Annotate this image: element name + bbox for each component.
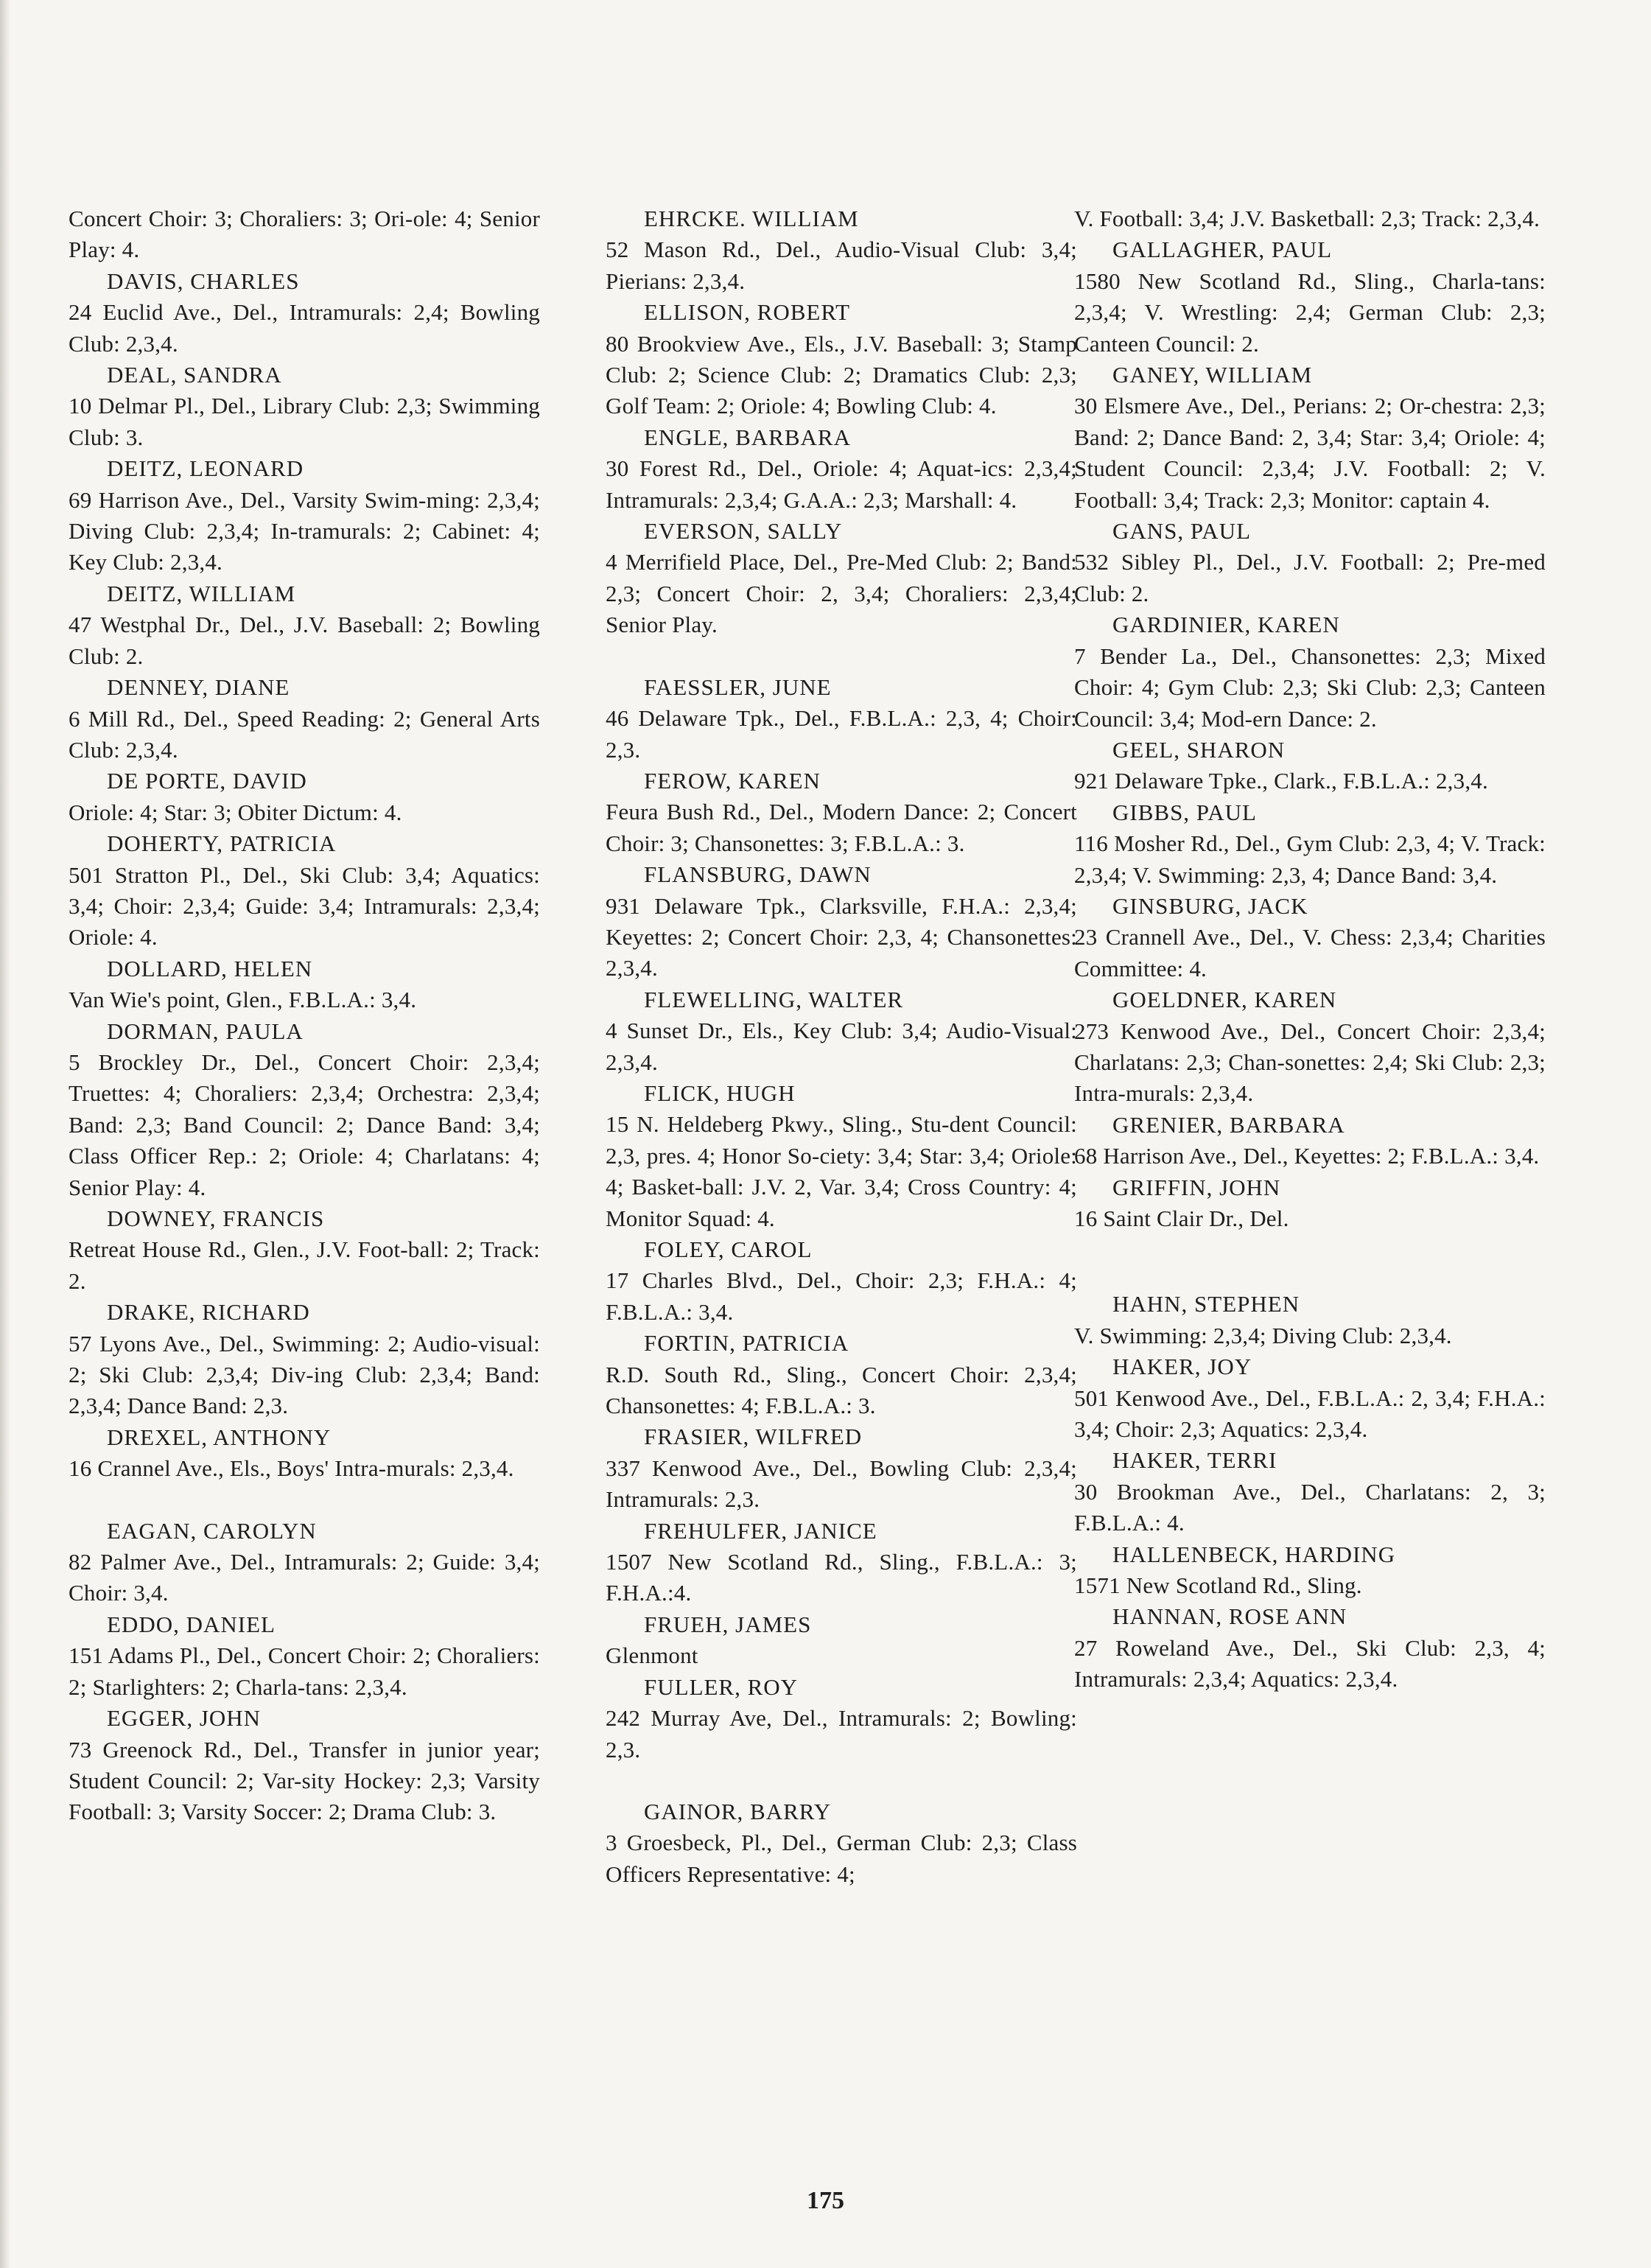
- entry-hannan-rose-ann: [1074, 1601, 1546, 1695]
- entry-hallenbeck-harding: [1074, 1539, 1546, 1602]
- entry-name: GEEL, SHARON: [1112, 736, 1286, 763]
- entry-name: DEAL, SANDRA: [107, 362, 282, 388]
- entry-eagan-carolyn: [69, 1516, 540, 1609]
- entry-detail: 27 Roweland Ave., Del., Ski Club: 2,3, 4; Intramurals: 2,3,4; Aquatics: 2,3,4.: [1074, 1634, 1546, 1693]
- entry-detail: 15 N. Heldeberg Pkwy., Sling., Stu-dent Council: 2,3, pres. 4; Honor So-ciety: 3,4; Star: 3,4; Oriole: 4; Basket-ball: J.V. 2, Var. 3,4; Cross Country: 4; Monitor Squad: 4.: [606, 1111, 1077, 1231]
- entry-detail: Retreat House Rd., Glen., J.V. Foot-ball: 2; Track: 2.: [69, 1236, 540, 1294]
- entry-detail: 52 Mason Rd., Del., Audio-Visual Club: 3,4; Pierians: 2,3,4.: [606, 237, 1077, 294]
- entry-name: FREHULFER, JANICE: [644, 1517, 877, 1544]
- entry-hahn-stephen: [1074, 1289, 1546, 1351]
- entry-detail: Oriole: 4; Star: 3; Obiter Dictum: 4.: [69, 799, 402, 825]
- entry-detail: 24 Euclid Ave., Del., Intramurals: 2,4; Bowling Club: 2,3,4.: [69, 299, 540, 357]
- entry-detail: 7 Bender La., Del., Chansonettes: 2,3; Mixed Choir: 4; Gym Club: 2,3; Ski Club: 2,3; Canteen Council: 3,4; Mod-ern Dance: 2.: [1074, 643, 1546, 732]
- entry-deitz-leonard: [69, 453, 540, 578]
- entry-continued: [1074, 203, 1546, 234]
- entry-deitz-william: [69, 578, 540, 672]
- entry-frasier-wilfred: [606, 1421, 1077, 1515]
- entry-name: GANEY, WILLIAM: [1112, 362, 1313, 388]
- entry-detail: 273 Kenwood Ave., Del., Concert Choir: 2,3,4; Charlatans: 2,3; Chan-sonettes: 2,4; Ski Club: 2,3; Intra-murals: 2,3,4.: [1074, 1018, 1546, 1107]
- entry-detail: 30 Forest Rd., Del., Oriole: 4; Aquat-ics: 2,3,4; Intramurals: 2,3,4; G.A.A.: 2,3; Marshall: 4.: [606, 455, 1077, 513]
- entry-name: DOLLARD, HELEN: [107, 955, 313, 981]
- entry-detail: Glenmont: [606, 1642, 698, 1669]
- entry-everson-sally: [606, 516, 1077, 641]
- entry-foley-carol: [606, 1234, 1077, 1328]
- entry-detail: 10 Delmar Pl., Del., Library Club: 2,3; Swimming Club: 3.: [69, 393, 540, 450]
- entry-ferow-karen: [606, 766, 1077, 859]
- entry-name: FEROW, KAREN: [644, 767, 821, 794]
- entry-detail: R.D. South Rd., Sling., Concert Choir: 2,3,4; Chansonettes: 4; F.B.L.A.: 3.: [606, 1361, 1077, 1419]
- entry-detail: 116 Mosher Rd., Del., Gym Club: 2,3, 4; V. Track: 2,3,4; V. Swimming: 2,3, 4; Dance Band: 3,4.: [1074, 830, 1546, 888]
- entry-name: GRIFFIN, JOHN: [1112, 1174, 1281, 1200]
- entry-drake-richard: [69, 1297, 540, 1422]
- entry-detail: 151 Adams Pl., Del., Concert Choir: 2; Choraliers: 2; Starlighters: 2; Charla-tans: 2,3,4.: [69, 1642, 540, 1700]
- entry-name: HAKER, TERRI: [1112, 1447, 1277, 1474]
- entry-detail: 3 Groesbeck, Pl., Del., German Club: 2,3; Class Officers Representative: 4;: [606, 1830, 1077, 1887]
- entry-detail: 46 Delaware Tpk., Del., F.B.L.A.: 2,3, 4; Choir: 2,3.: [606, 705, 1077, 763]
- entry-detail: 68 Harrison Ave., Del., Keyettes: 2; F.B.L.A.: 3,4.: [1074, 1143, 1540, 1169]
- directory-column-3: [1074, 203, 1546, 1695]
- entry-gallagher-paul: [1074, 234, 1546, 360]
- entry-frehulfer-janice: [606, 1516, 1077, 1609]
- entry-name: FOLEY, CAROL: [644, 1236, 813, 1262]
- entry-detail: 4 Merrifield Place, Del., Pre-Med Club: 2; Band: 2,3; Concert Choir: 2, 3,4; Choraliers: 2,3,4; Senior Play.: [606, 549, 1077, 638]
- entry-name: ENGLE, BARBARA: [644, 424, 851, 450]
- page-number: 175: [807, 2187, 844, 2214]
- entry-engle-barbara: [606, 422, 1077, 516]
- entry-egger-john: [69, 1703, 540, 1828]
- entry-detail: 1571 New Scotland Rd., Sling.: [1074, 1572, 1362, 1599]
- entry-detail: 242 Murray Ave, Del., Intramurals: 2; Bowling: 2,3.: [606, 1705, 1077, 1763]
- entry-name: GAINOR, BARRY: [644, 1798, 832, 1824]
- entry-fortin-patricia: [606, 1328, 1077, 1421]
- entry-name: DENNEY, DIANE: [107, 674, 290, 701]
- entry-detail: 1507 New Scotland Rd., Sling., F.B.L.A.: 3; F.H.A.:4.: [606, 1549, 1077, 1606]
- entry-name: DREXEL, ANTHONY: [107, 1424, 332, 1450]
- entry-name: HAHN, STEPHEN: [1112, 1291, 1300, 1317]
- entry-name: FLANSBURG, DAWN: [644, 861, 872, 888]
- entry-haker-terri: [1074, 1445, 1546, 1539]
- entry-name: HANNAN, ROSE ANN: [1112, 1603, 1347, 1630]
- entry-detail: 30 Elsmere Ave., Del., Perians: 2; Or-chestra: 2,3; Band: 2; Dance Band: 2, 3,4; Star: 3,4; Oriole: 4; Student Council: 2,3,4; J.V. Football: 2; V. Football: 3,4; Track: 2,3; Monitor: captain 4.: [1074, 393, 1546, 513]
- page-binding-edge: [0, 0, 10, 2268]
- entry-detail: 5 Brockley Dr., Del., Concert Choir: 2,3,4; Truettes: 4; Choraliers: 2,3,4; Orchestra: 2,3,4; Band: 2,3; Band Council: 2; Dance Band: 3,4; Class Officer Rep.: 2; Oriole: 4; Charlatans: 4; Senior Play: 4.: [69, 1049, 540, 1200]
- letter-section-gap: [606, 1765, 1077, 1796]
- entry-name: DOHERTY, PATRICIA: [107, 830, 337, 857]
- entry-detail: 17 Charles Blvd., Del., Choir: 2,3; F.H.A.: 4; F.B.L.A.: 3,4.: [606, 1267, 1077, 1325]
- entry-detail: Concert Choir: 3; Choraliers: 3; Ori-ole: 4; Senior Play: 4.: [69, 206, 540, 263]
- entry-name: EDDO, DANIEL: [107, 1611, 276, 1637]
- entry-ginsburg-jack: [1074, 891, 1546, 984]
- entry-name: EAGAN, CAROLYN: [107, 1517, 317, 1544]
- directory-column-1: [69, 203, 540, 1828]
- entry-gans-paul: [1074, 516, 1546, 609]
- entry-detail: 23 Crannell Ave., Del., V. Chess: 2,3,4; Charities Committee: 4.: [1074, 924, 1546, 981]
- entry-detail: 16 Crannel Ave., Els., Boys' Intra-murals: 2,3,4.: [69, 1455, 514, 1482]
- entry-name: GARDINIER, KAREN: [1112, 612, 1340, 638]
- entry-downey-francis: [69, 1203, 540, 1297]
- entry-detail: 30 Brookman Ave., Del., Charlatans: 2, 3; F.B.L.A.: 4.: [1074, 1478, 1546, 1536]
- entry-ellison-robert: [606, 297, 1077, 422]
- letter-section-gap: [69, 1485, 540, 1516]
- entry-gardinier-karen: [1074, 609, 1546, 735]
- entry-frueh-james: [606, 1609, 1077, 1672]
- entry-gibbs-paul: [1074, 797, 1546, 891]
- entry-name: GANS, PAUL: [1112, 518, 1252, 545]
- entry-doherty-patricia: [69, 828, 540, 953]
- entry-flick-hugh: [606, 1078, 1077, 1234]
- entry-name: FULLER, ROY: [644, 1673, 799, 1700]
- entry-haker-joy: [1074, 1351, 1546, 1445]
- entry-detail: 73 Greenock Rd., Del., Transfer in junior year; Student Council: 2; Var-sity Hockey: 2,3; Varsity Football: 3; Varsity Soccer: 2; Drama Club: 3.: [69, 1736, 540, 1825]
- entry-name: GOELDNER, KAREN: [1112, 987, 1337, 1013]
- entry-detail: 337 Kenwood Ave., Del., Bowling Club: 2,3,4; Intramurals: 2,3.: [606, 1455, 1077, 1513]
- entry-grenier-barbara: [1074, 1110, 1546, 1172]
- entry-name: DAVIS, CHARLES: [107, 267, 300, 294]
- entry-ehrcke-william: [606, 203, 1077, 297]
- entry-de-porte-david: [69, 766, 540, 828]
- entry-detail: 931 Delaware Tpk., Clarksville, F.H.A.: 2,3,4; Keyettes: 2; Concert Choir: 2,3, 4; Chansonettes: 2,3,4.: [606, 892, 1077, 981]
- entry-goeldner-karen: [1074, 984, 1546, 1110]
- letter-section-gap: [1074, 1234, 1546, 1265]
- entry-davis-charles: [69, 266, 540, 360]
- entry-name: FLEWELLING, WALTER: [644, 986, 904, 1012]
- entry-eddo-daniel: [69, 1609, 540, 1703]
- entry-name: GIBBS, PAUL: [1112, 799, 1257, 825]
- entry-name: FAESSLER, JUNE: [644, 673, 832, 700]
- entry-fuller-roy: [606, 1672, 1077, 1765]
- entry-name: FRUEH, JAMES: [644, 1611, 812, 1637]
- entry-gainor-barry: [606, 1796, 1077, 1890]
- entry-name: GRENIER, BARBARA: [1112, 1111, 1345, 1138]
- entry-name: HALLENBECK, HARDING: [1112, 1541, 1396, 1567]
- entry-ganey-william: [1074, 360, 1546, 516]
- letter-section-gap: [1074, 1265, 1546, 1289]
- entry-name: DE PORTE, DAVID: [107, 768, 307, 794]
- entry-detail: 82 Palmer Ave., Del., Intramurals: 2; Guide: 3,4; Choir: 3,4.: [69, 1549, 540, 1606]
- entry-name: DEITZ, WILLIAM: [107, 580, 296, 606]
- entry-name: EGGER, JOHN: [107, 1705, 262, 1732]
- entry-name: HAKER, JOY: [1112, 1354, 1252, 1380]
- entry-name: ELLISON, ROBERT: [644, 299, 851, 326]
- entry-continued: [69, 203, 540, 266]
- entry-name: DORMAN, PAULA: [107, 1018, 304, 1044]
- entry-detail: 80 Brookview Ave., Els., J.V. Baseball: 3; Stamp Club: 2; Science Club: 2; Dramatics Club: 2,3; Golf Team: 2; Oriole: 4; Bowling Club: 4.: [606, 330, 1077, 419]
- entry-geel-sharon: [1074, 735, 1546, 797]
- entry-dorman-paula: [69, 1016, 540, 1203]
- entry-griffin-john: [1074, 1172, 1546, 1235]
- entry-faessler-june: [606, 672, 1077, 766]
- entry-name: FRASIER, WILFRED: [644, 1424, 863, 1450]
- entry-detail: 6 Mill Rd., Del., Speed Reading: 2; General Arts Club: 2,3,4.: [69, 705, 540, 763]
- entry-name: FLICK, HUGH: [644, 1079, 796, 1106]
- entry-name: DRAKE, RICHARD: [107, 1299, 310, 1326]
- directory-column-2: [606, 203, 1077, 1890]
- entry-name: DEITZ, LEONARD: [107, 455, 304, 482]
- entry-detail: V. Swimming: 2,3,4; Diving Club: 2,3,4.: [1074, 1322, 1452, 1348]
- entry-name: EVERSON, SALLY: [644, 518, 843, 545]
- entry-detail: V. Football: 3,4; J.V. Basketball: 2,3; Track: 2,3,4.: [1074, 206, 1540, 231]
- entry-detail: 501 Stratton Pl., Del., Ski Club: 3,4; Aquatics: 3,4; Choir: 2,3,4; Guide: 3,4; Intramurals: 2,3,4; Oriole: 4.: [69, 861, 540, 951]
- entry-detail: 69 Harrison Ave., Del., Varsity Swim-ming: 2,3,4; Diving Club: 2,3,4; In-tramurals: 2; Cabinet: 4; Key Club: 2,3,4.: [69, 486, 540, 575]
- entry-flansburg-dawn: [606, 859, 1077, 984]
- letter-section-gap: [606, 641, 1077, 672]
- entry-drexel-anthony: [69, 1422, 540, 1485]
- entry-detail: 501 Kenwood Ave., Del., F.B.L.A.: 2, 3,4; F.H.A.: 3,4; Choir: 2,3; Aquatics: 2,3,4.: [1074, 1385, 1546, 1443]
- entry-name: FORTIN, PATRICIA: [644, 1330, 849, 1357]
- entry-detail: 1580 New Scotland Rd., Sling., Charla-tans: 2,3,4; V. Wrestling: 2,4; German Club: 2,3; Canteen Council: 2.: [1074, 267, 1546, 357]
- entry-flewelling-walter: [606, 984, 1077, 1078]
- entry-detail: 57 Lyons Ave., Del., Swimming: 2; Audio-visual: 2; Ski Club: 2,3,4; Div-ing Club: 2,3,4; Band: 2,3,4; Dance Band: 2,3.: [69, 1330, 540, 1419]
- entry-denney-diane: [69, 672, 540, 766]
- entry-detail: 921 Delaware Tpke., Clark., F.B.L.A.: 2,3,4.: [1074, 768, 1488, 794]
- entry-detail: 16 Saint Clair Dr., Del.: [1074, 1205, 1289, 1231]
- entry-dollard-helen: [69, 953, 540, 1016]
- entry-detail: 4 Sunset Dr., Els., Key Club: 3,4; Audio-Visual: 2,3,4.: [606, 1018, 1077, 1075]
- entry-detail: 47 Westphal Dr., Del., J.V. Baseball: 2; Bowling Club: 2.: [69, 612, 540, 669]
- entry-name: DOWNEY, FRANCIS: [107, 1205, 325, 1231]
- entry-detail: Van Wie's point, Glen., F.B.L.A.: 3,4.: [69, 987, 417, 1013]
- entry-detail: 532 Sibley Pl., Del., J.V. Football: 2; Pre-med Club: 2.: [1074, 549, 1546, 606]
- entry-name: GALLAGHER, PAUL: [1112, 237, 1333, 263]
- entry-name: GINSBURG, JACK: [1112, 892, 1308, 919]
- entry-detail: Feura Bush Rd., Del., Modern Dance: 2; Concert Choir: 3; Chansonettes: 3; F.B.L.A.: 3.: [606, 799, 1077, 856]
- entry-name: EHRCKE. WILLIAM: [644, 206, 859, 231]
- entry-deal-sandra: [69, 360, 540, 453]
